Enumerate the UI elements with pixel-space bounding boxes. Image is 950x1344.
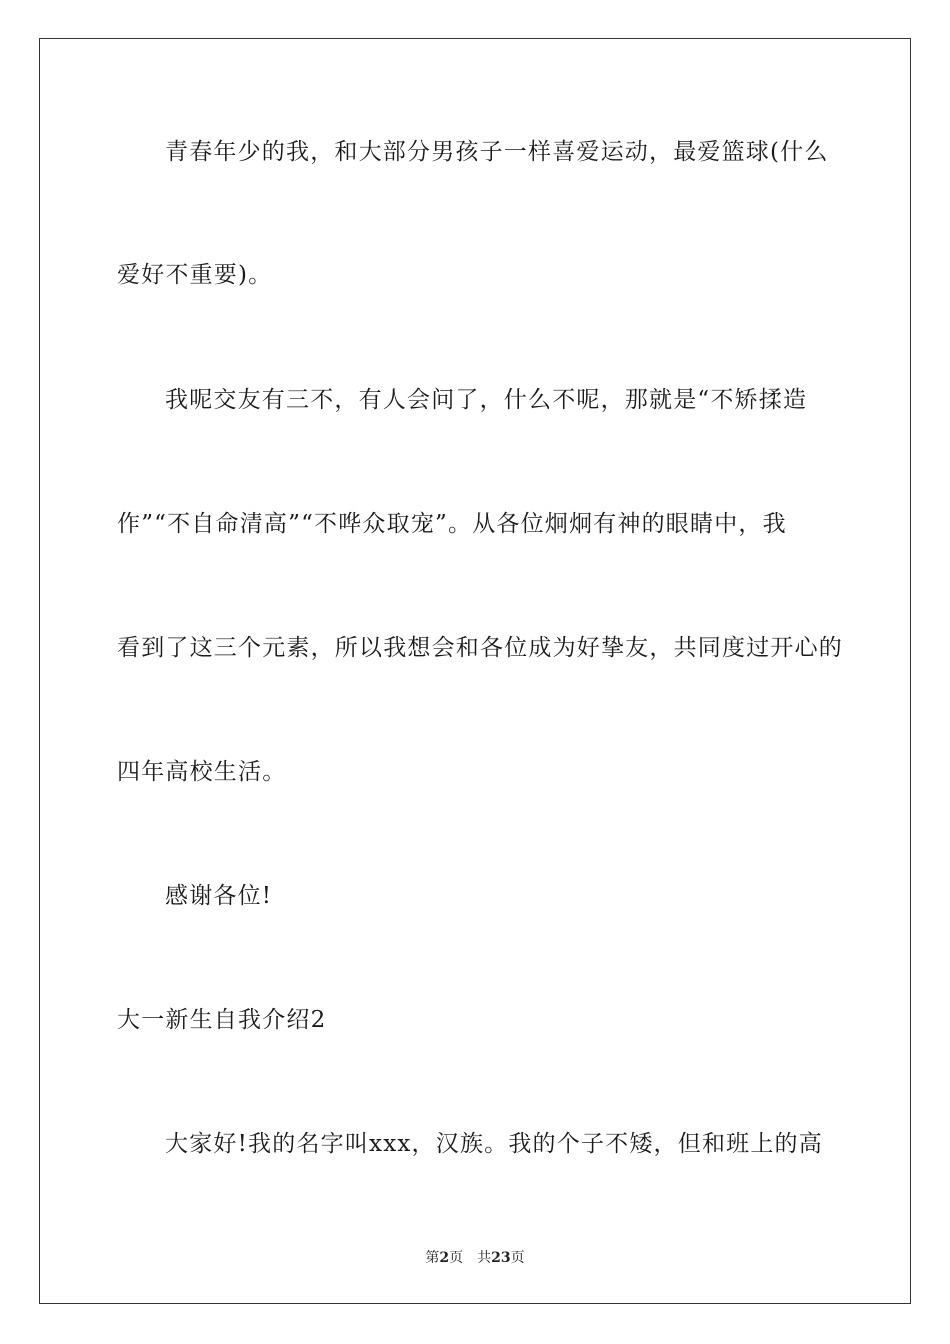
text-line: 四年高校生活。: [117, 759, 287, 785]
text-line: 作”“不自命清高”“不哗众取宠”。从各位炯炯有神的眼睛中，我: [117, 511, 787, 537]
footer-mid: 页 共: [449, 1250, 492, 1266]
total-pages-number: 23: [491, 1250, 511, 1266]
text-line: 青春年少的我，和大部分男孩子一样喜爱运动，最爱篮球(什么: [165, 139, 829, 165]
text-line: 爱好不重要)。: [117, 262, 273, 288]
text-line: 大家好!我的名字叫xxx，汉族。我的个子不矮，但和班上的高: [165, 1131, 823, 1157]
text-line: 看到了这三个元素，所以我想会和各位成为好挚友，共同度过开心的: [117, 635, 843, 661]
current-page-number: 2: [439, 1250, 450, 1266]
footer-suffix: 页: [510, 1250, 525, 1266]
page-footer: [0, 1247, 950, 1267]
section-heading: 大一新生自我介绍2: [117, 1007, 327, 1033]
page-border: [39, 38, 911, 1304]
text-line: 我呢交友有三不，有人会问了，什么不呢，那就是“不矫揉造: [165, 387, 808, 413]
footer-prefix: 第: [425, 1250, 440, 1266]
text-line: 感谢各位!: [165, 883, 273, 909]
